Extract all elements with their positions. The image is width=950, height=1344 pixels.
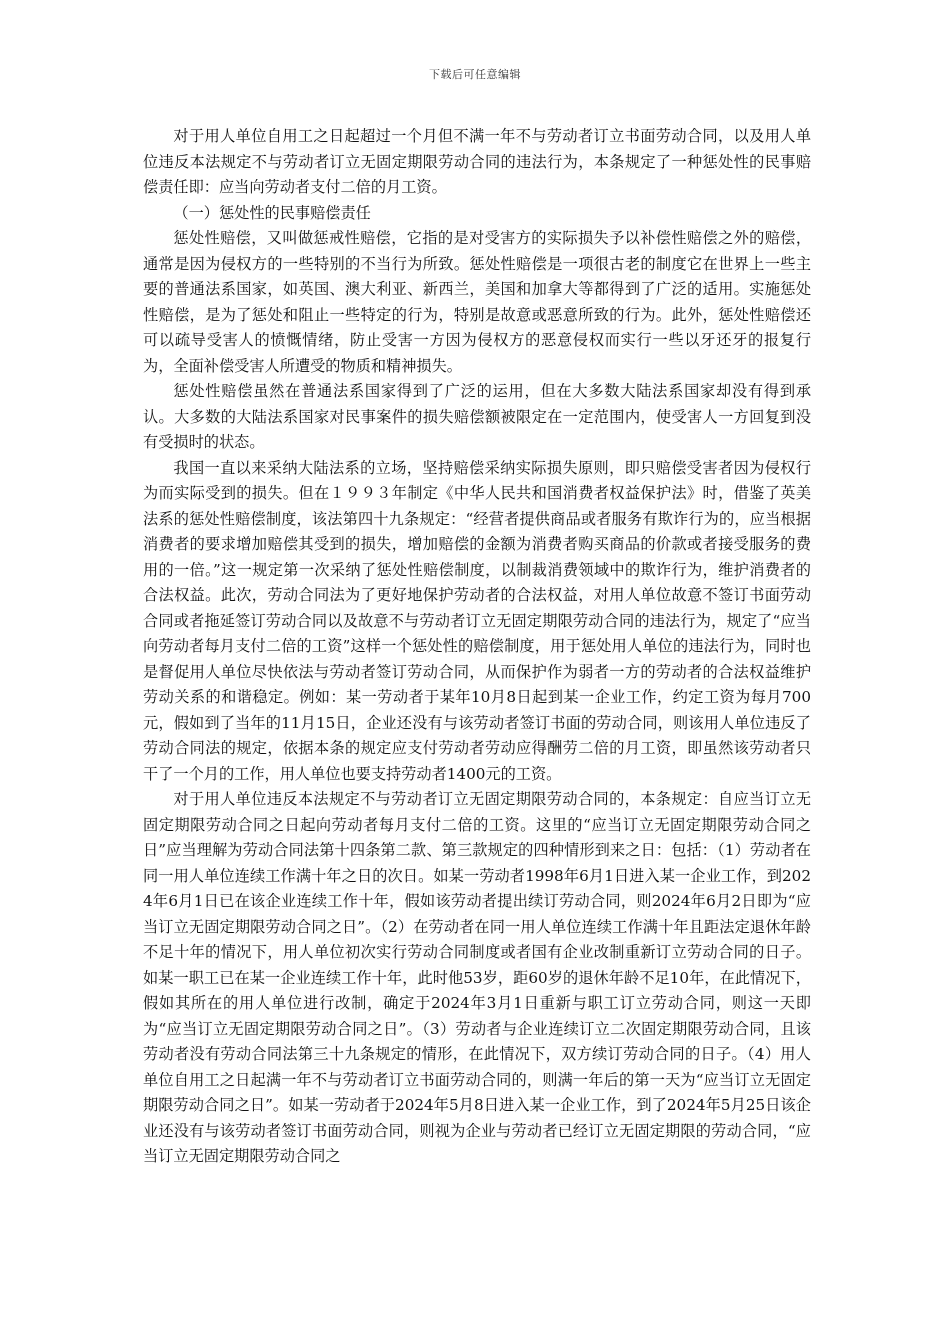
- paragraph-intro: 对于用人单位自用工之日起超过一个月但不满一年不与劳动者订立书面劳动合同，以及用人单位违反本法规定不与劳动者订立无固定期限劳动合同的违法行为，本条规定了一种惩处性的民事赔偿责任即：应当向劳动者支付二倍的月工资。: [143, 127, 811, 196]
- section-heading: （一）惩处性的民事赔偿责任: [173, 203, 371, 222]
- paragraph-china-law: 我国一直以来采纳大陆法系的立场，坚持赔偿采纳实际损失原则，即只赔偿受害者因为侵权行为而实际受到的损失。但在１９９３年制定《中华人民共和国消费者权益保护法》时，借鉴了英美法系的惩处性赔偿制度，该法第四十九条规定：“经营者提供商品或者服务有欺诈行为的，应当根据消费者的要求增加赔偿其受到的损失，增加赔偿的金额为消费者购买商品的价款或者接受服务的费用的一倍。”这一规定第一次采纳了惩处性赔偿制度，以制裁消费领域中的欺诈行为，维护消费者的合法权益。此次，劳动合同法为了更好地保护劳动者的合法权益，对用人单位故意不签订书面劳动合同或者拖延签订劳动合同以及故意不与劳动者订立无固定期限劳动合同的违法行为，规定了“应当向劳动者每月支付二倍的工资”这样一个惩处性的赔偿制度，用于惩处用人单位的违法行为，同时也是督促用人单位尽快依法与劳动者签订劳动合同，从而保护作为弱者一方的劳动者的合法权益维护劳动关系的和谐稳定。例如：某一劳动者于某年10月8日起到某一企业工作，约定工资为每月700元，假如到了当年的11月15日，企业还没有与该劳动者签订书面的劳动合同，则该用人单位违反了劳动合同法的规定，依据本条的规定应支付劳动者劳动应得酬劳二倍的月工资，即虽然该劳动者只干了一个月的工作，用人单位也要支持劳动者1400元的工资。: [143, 458, 811, 783]
- page-header: 下载后可任意编辑: [429, 68, 521, 81]
- paragraph-indefinite-contract: 对于用人单位违反本法规定不与劳动者订立无固定期限劳动合同的，本条规定：自应当订立无固定期限劳动合同之日起向劳动者每月支付二倍的工资。这里的“应当订立无固定期限劳动合同之日”应当理解为劳动合同法第十四条第二款、第三款规定的四种情形到来之日：包括：（1）劳动者在同一用人单位连续工作满十年之日的次日。如某一劳动者1998年6月1日进入某一企业工作，到2024年6月1日已在该企业连续工作十年，假如该劳动者提出续订劳动合同，则2024年6月2日即为“应当订立无固定期限劳动合同之日”。（2）在劳动者在同一用人单位连续工作满十年且距法定退休年龄不足十年的情况下，用人单位初次实行劳动合同制度或者国有企业改制重新订立劳动合同的日子。如某一职工已在某一企业连续工作十年，此时他53岁，距60岁的退休年龄不足10年，在此情况下，假如其所在的用人单位进行改制，确定于2024年3月1日重新与职工订立劳动合同，则这一天即为“应当订立无固定期限劳动合同之日”。（3）劳动者与企业连续订立二次固定期限劳动合同，且该劳动者没有劳动合同法第三十九条规定的情形，在此情况下，双方续订劳动合同的日子。（4）用人单位自用工之日起满一年不与劳动者订立书面劳动合同的，则满一年后的第一天为“应当订立无固定期限劳动合同之日”。如某一劳动者于2024年5月8日进入某一企业工作，到了2024年5月25日该企业还没有与该劳动者签订书面劳动合同，则视为企业与劳动者已经订立无固定期限的劳动合同，“应当订立无固定期限劳动合同之: [143, 790, 811, 1165]
- document-body: [143, 124, 811, 1170]
- paragraph-civil-law: 惩处性赔偿虽然在普通法系国家得到了广泛的运用，但在大多数大陆法系国家却没有得到承认。大多数的大陆法系国家对民事案件的损失赔偿额被限定在一定范围内，使受害人一方回复到没有受损时的状态。: [143, 382, 811, 451]
- paragraph-definition: 惩处性赔偿，又叫做惩戒性赔偿，它指的是对受害方的实际损失予以补偿性赔偿之外的赔偿，通常是因为侵权方的一些特别的不当行为所致。惩处性赔偿是一项很古老的制度它在世界上一些主要的普通法系国家，如英国、澳大利亚、新西兰，美国和加拿大等都得到了广泛的适用。实施惩处性赔偿，是为了惩处和阻止一些特定的行为，特别是故意或恶意所致的行为。此外，惩处性赔偿还可以疏导受害人的愤慨情绪，防止受害一方因为侵权方的恶意侵权而实行一些以牙还牙的报复行为，全面补偿受害人所遭受的物质和精神损失。: [143, 229, 811, 375]
